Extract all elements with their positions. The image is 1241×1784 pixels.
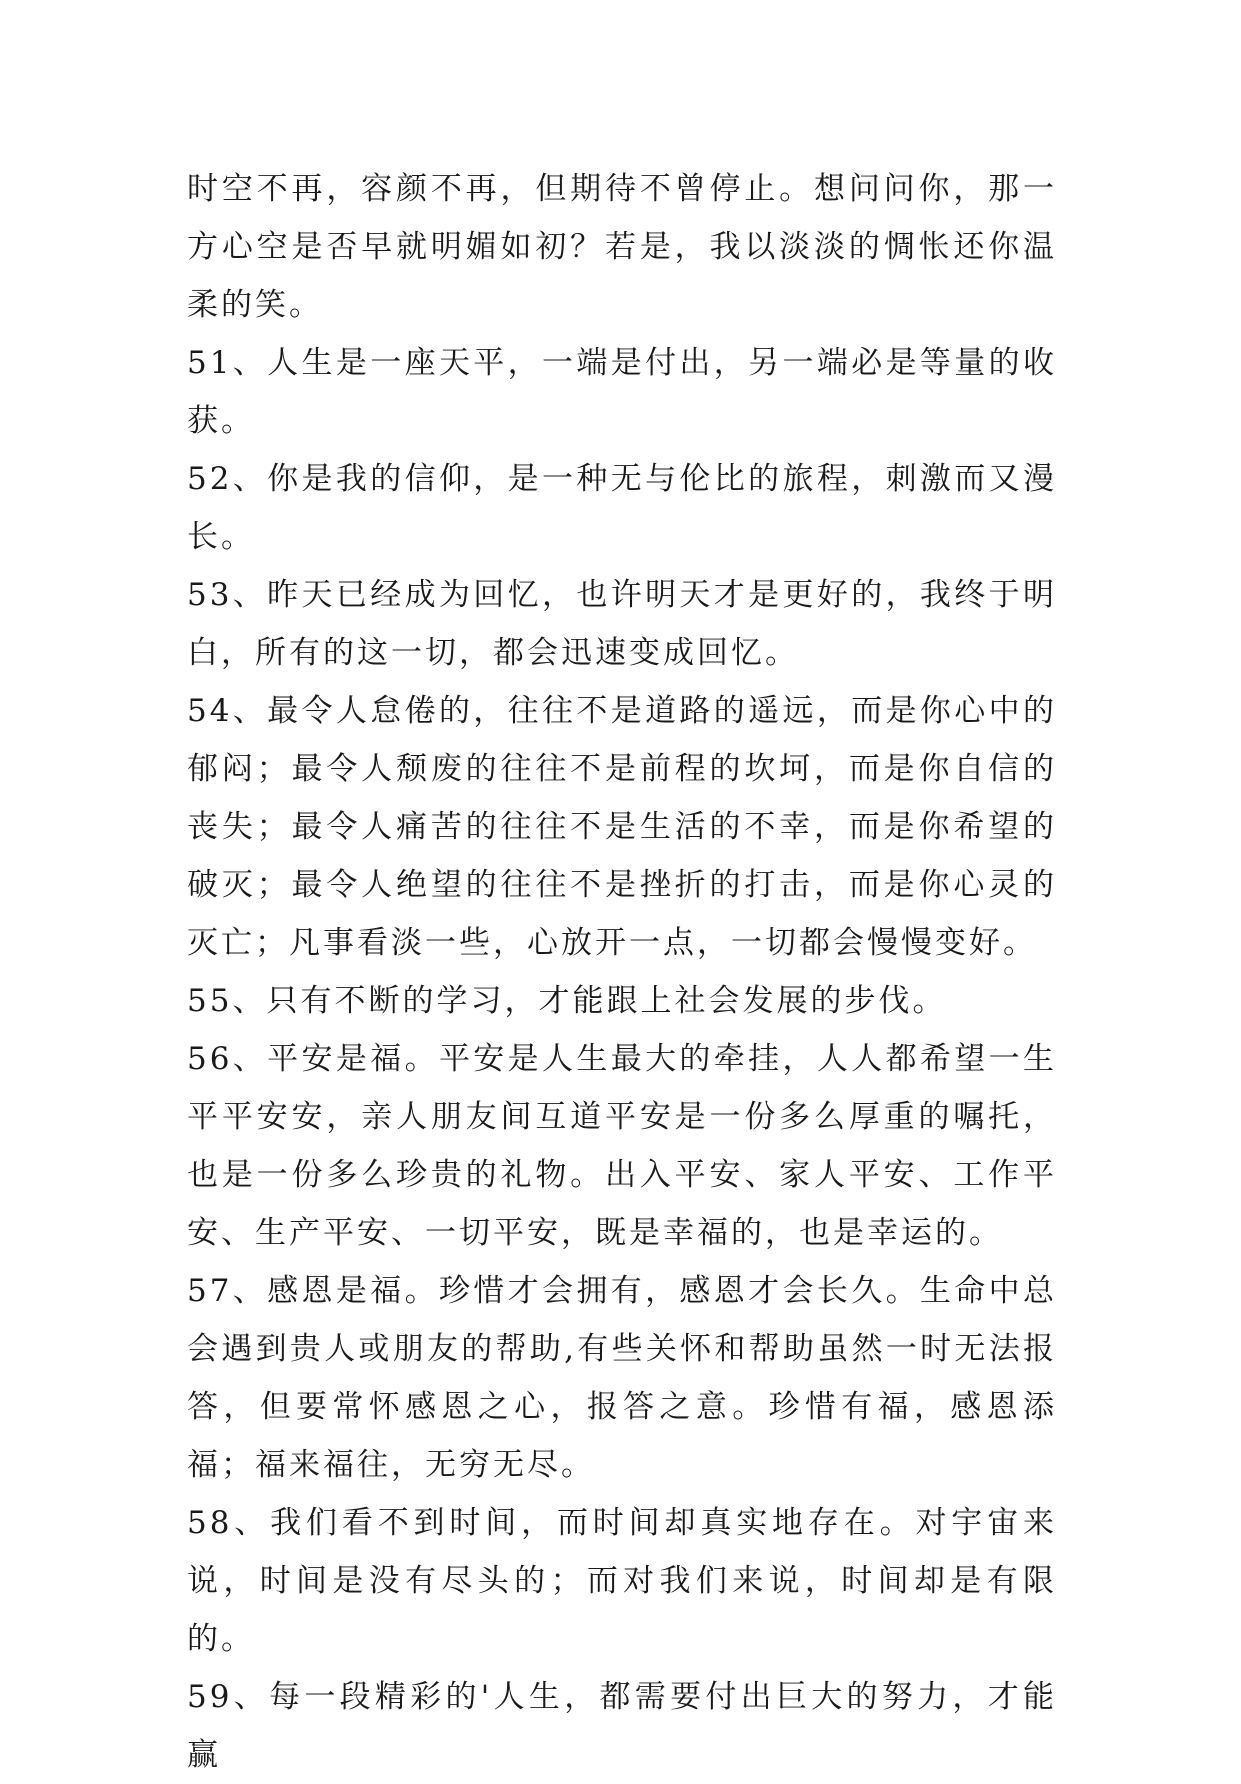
paragraph-55: 55、只有不断的学习，才能跟上社会发展的步伐。 bbox=[187, 983, 947, 1019]
paragraph-54: 54、最令人怠倦的，往往不是道路的遥远，而是你心中的郁闷；最令人颓废的往往不是前程的坎坷，而是你自信的丧失；最令人痛苦的往往不是生活的不幸，而是你希望的破灭；最令人绝望的往往不是挫折的打击，而是你心灵的灭亡；凡事看淡一些，心放开一点，一切都会慢慢变好。 bbox=[187, 693, 1057, 961]
paragraph-51: 51、人生是一座天平，一端是付出，另一端必是等量的收获。 bbox=[187, 345, 1057, 439]
paragraph-59: 59、每一段精彩的'人生，都需要付出巨大的努力，才能赢 bbox=[187, 1679, 1057, 1773]
paragraph-57: 57、感恩是福。珍惜才会拥有，感恩才会长久。生命中总会遇到贵人或朋友的帮助,有些关怀和帮助虽然一时无法报答，但要常怀感恩之心，报答之意。珍惜有福，感恩添福；福来福往，无穷无尽。 bbox=[187, 1273, 1057, 1483]
paragraph-53: 53、昨天已经成为回忆，也许明天才是更好的，我终于明白，所有的这一切，都会迅速变成回忆。 bbox=[187, 577, 1057, 671]
paragraph-58: 58、我们看不到时间，而时间却真实地存在。对宇宙来说，时间是没有尽头的；而对我们来说，时间却是有限的。 bbox=[187, 1505, 1057, 1657]
paragraph-52: 52、你是我的信仰，是一种无与伦比的旅程，刺激而又漫长。 bbox=[187, 461, 1057, 555]
paragraph-continuation: 时空不再，容颜不再，但期待不曾停止。想问问你，那一方心空是否早就明媚如初？若是，我以淡淡的惆怅还你温柔的笑。 bbox=[187, 171, 1057, 323]
paragraph-56: 56、平安是福。平安是人生最大的牵挂，人人都希望一生平平安安，亲人朋友间互道平安是一份多么厚重的嘱托，也是一份多么珍贵的礼物。出入平安、家人平安、工作平安、生产平安、一切平安，既是幸福的，也是幸运的。 bbox=[187, 1041, 1057, 1251]
document-body bbox=[187, 160, 1057, 1784]
